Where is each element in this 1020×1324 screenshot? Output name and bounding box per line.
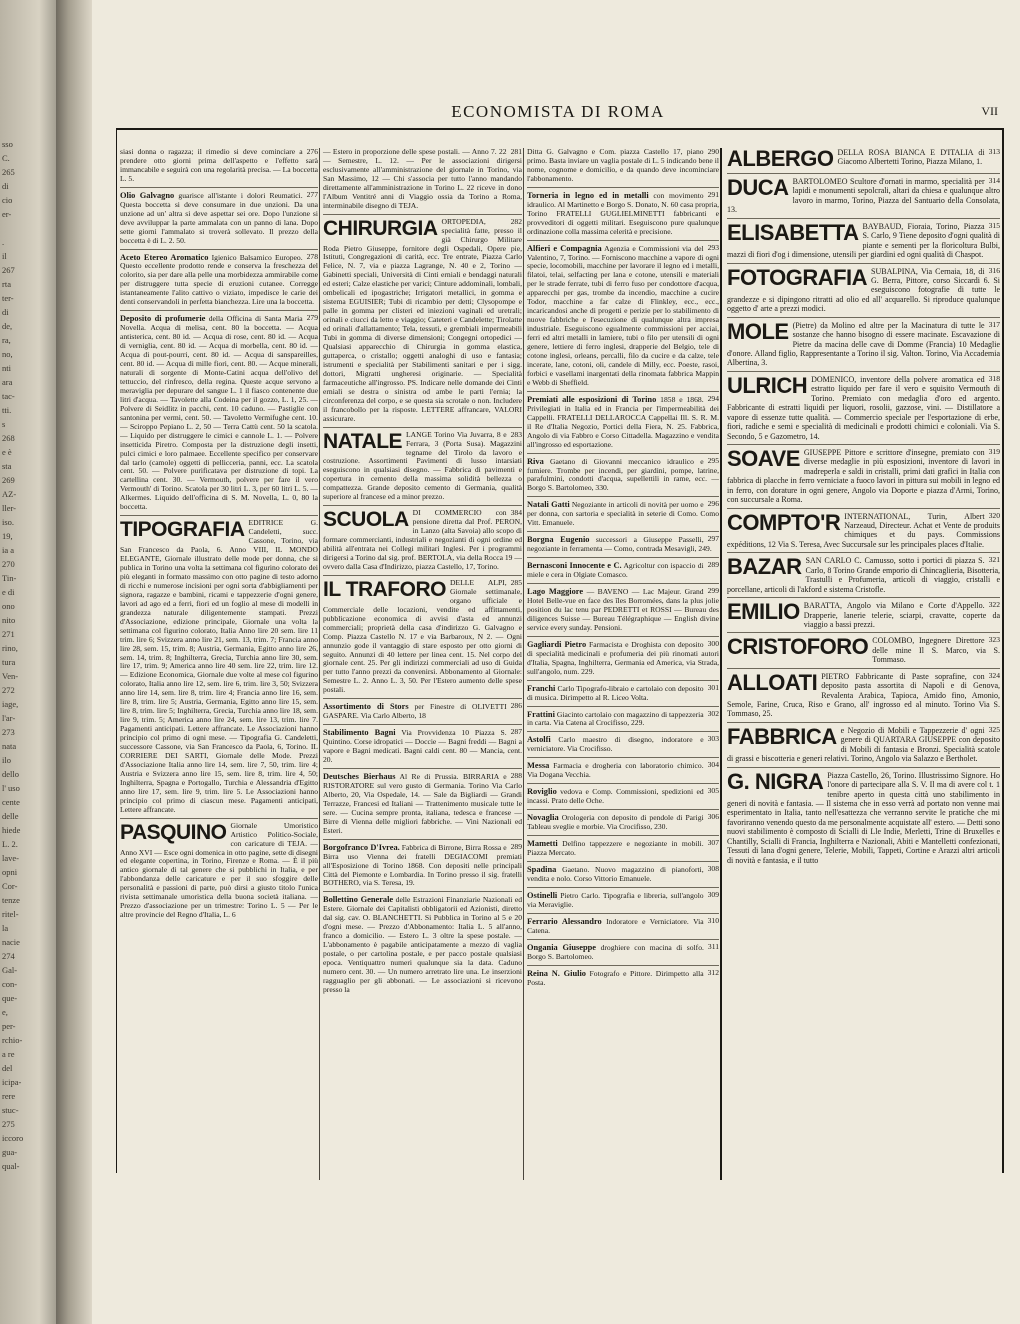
- ad-text: Carlo Tipografo-libraio e cartolaio con deposito di musica. Dirimpetto al R. Liceo Volta.: [527, 683, 704, 702]
- ad-number: 300: [707, 638, 719, 648]
- ad-number: 324: [988, 670, 1000, 680]
- ad-headline: NATALE: [323, 429, 403, 453]
- ad-name: Gagliardi Pietro: [527, 639, 587, 649]
- ad-number: 287: [510, 727, 522, 737]
- margin-fragment: Ven-: [2, 671, 19, 681]
- advertisement: [120, 253, 318, 312]
- ad-name: Premiati alle esposizioni di Torino: [527, 394, 657, 404]
- ad-name: Messa: [527, 761, 550, 771]
- ad-number: 279: [306, 313, 318, 323]
- ad-headline: G. NIGRA: [727, 768, 824, 794]
- margin-fragment: iccoro: [2, 1133, 24, 1143]
- margin-fragment: 272: [2, 685, 15, 695]
- ad-number: 311: [707, 941, 719, 951]
- margin-fragment: con-: [2, 979, 18, 989]
- advertisement: [323, 148, 522, 215]
- margin-fragment: e è: [2, 447, 12, 457]
- ad-name: Franchi: [527, 683, 556, 693]
- margin-fragment: del: [2, 1063, 13, 1073]
- margin-fragment: sta: [2, 461, 12, 471]
- ad-text: della Officina di Santa Maria Novella. Acqua di melisa, cent. 80 la boccetta. — Acqua antisterica, cent. 80 id. — Acqua di rose, cent. 80 id. — Acqua di verniglia, cent. 80 id. — Acqua di morbella, cent. 80 id. — Acqua di pout-pourri, cent. 80 id. — Acqua di sanspareilles, cent. 80 id. — Acqua di mille fiori, cent. 80. — Acque minerali, naturali di sorgente di Monte-Catini acqua dell'olivo del tettuccio, del rinfresco, della regina. Queste acque servono a meraviglia per depurare del sangue L. 1 il fiasco contenente due litri d'acqua. — Tavolette alla Codeina per il gozzo, L. 1, 25. — Polvere di Seidlitz in pacchi, cent. 10 caduno. — Pastiglie con santonina per vermi, cent. 50. — Tavoletto Vermifughe cent. 10. — Sciroppo Pepiano L. 2, 50 — Terra Cattù cent. 50 la scatola. — Liquido per distruggere le cimici e cannole L. 1. — Polvere insetticida Piretro. Composta per la distruzione degli insetti, pulci cimici e loro palmaee. Eccellente specifico per conservare dal tarlo (camole) oggetti di pellicceria, panni, ecc. La scatola cent. 50. — Polvere purificatava per distruzione di topi. La cartellina cent. 30. — Vermouth, polvere per fare il vero Vermouth' di Torino. Scatola per 30 litri L. 3, per 60 litri L. 5. — Alkermes. Liquido dell'officina di S. M. Novella, L. 0, 80 la boccetta.: [120, 314, 318, 512]
- margin-fragment: 268: [2, 433, 15, 443]
- ad-text: Fabbrica di Birrone, Birra Rossa e Birra uso Vienna dei fratelli DEGIACOMI premiati all'Esposizione di Torino 1868. Con depositi nelle principali Città del Piemonte e Lombardia. In Torino presso il sig. fratelli BOTHERO, via S. Teresa, 19.: [323, 842, 522, 888]
- ad-text: Via Provvidenza 10 Piazza S. Quintino. Corse idropatici — Doccie — Bagni freddi — Bagni a vapore e Bagni medicati. Bagni caldi cent. 80 — Mancia, cent. 20.: [323, 728, 522, 765]
- advertisement: [527, 761, 719, 784]
- ad-text: ORTOPEDIA, specialità fatte, presso il già Chirurgo Militare Roda Pietro Giuseppe, fornitore degli Ospedali, Opere pie, Istituti, Congregazioni di carità, ecc. Tre entrate, Piazza Carlo Felice, N. 7, via e piazza Lagrange, N. 40 e 2, Torino — Gabinetti speciali, Università di Cinti erniali e bendaggi naturali ed esteri; Calze elastiche per varici; Cinture addominali, lombali, ombelicali ed ipogastriche; Irrigatori metallici, in gomma e sistema EGUISIER; Tubi di ricambio per detti; Clysopompe e palle in gomma per clisteri ed iniezioni vaginali ed uretrali; orinali e ciucci da letto e viaggio; Cateteri e Candelette; Tirolatte ed orinali d'allattamento; Tela, tessuti, e grembiali impermeabili Tubi in gomma di diverse dimensioni; Congegni ortopedici — Qualsiasi apparecchio di Chirurgia in gomma elastica, guttaperca, o cristallo; oggetti analoghi di uso e fantasia; istrumenti e specialità per Stabilimenti sanitari e per i sigg. dottori, Migratti ungheresi originarie. — Specialità farmaceutiche all'ingrosso. PS. Indicare nelle domande dei Cinti erniali se destra o sinistra od ambe le parti l'ernia; la circonferenza del corpo, e se questa sia scrotale o non. Includere il francobollo per la risposte. LETTERE affrancare, VALORI assicurare.: [323, 216, 522, 423]
- advertisement: [727, 264, 1000, 318]
- ad-text: Indoratore e Verniciatore. Via Catena.: [527, 916, 704, 935]
- ad-headline: MOLE: [727, 318, 789, 344]
- ad-number: 291: [707, 189, 719, 199]
- margin-fragment: rchio-: [2, 1035, 23, 1045]
- advertisement: [527, 891, 719, 914]
- ad-number: 314: [988, 176, 1000, 185]
- advertisement: [527, 787, 719, 810]
- ad-text: Pietro Carlo. Tipografia e libreria, sull'angolo via Meraviglie.: [527, 890, 704, 909]
- margin-fragment: ono: [2, 601, 15, 611]
- advertisement: [527, 244, 719, 392]
- ad-text: DOMENICO, inventore della polvere aromatica ed estratto liquido per fare il vero e squisito Vermouth di Torino. Premiato con medaglia d'oro ed argento. Fabbricante di estratti liquidi per liquori, rosolii, gazzose, vini. — Distillatore a vapore di essenze tutte qualità. — Commercio speciale per l'esportazione di erbe, fiori, radiche e semi e specialità di medicinali e prodotti chimici e coloniali. Via S. Secondo, 5 e Gazometro, 14.: [727, 374, 1000, 441]
- ad-headline: EMILIO: [727, 599, 800, 625]
- ad-number: 307: [707, 838, 719, 848]
- advertisement: [527, 561, 719, 584]
- margin-fragment: la: [2, 923, 9, 933]
- ad-text: Gaetano di Giovanni meccanico idraulico e fumiere. Trombe per incendi, per giardini, pompe, latrine, parafulmini, condotti d'acqua, supellettili in rame, ecc. — Borgo S. Bartolomeo, 330.: [527, 456, 719, 493]
- ad-name: Alfieri e Compagnia: [527, 243, 602, 253]
- ad-number: 277: [306, 189, 318, 199]
- advertisement: [120, 822, 318, 923]
- advertisement: [323, 728, 522, 769]
- ad-text: — Estero in proporzione delle spese postali. — Anno 7. 22 — Semestre, L. 12. — Per le associazioni dirigersi esclusivamente all'amministrazione del giornale in Torino, via San Massimo, 12 — Chi s'associa per tutto l'anno mandando direttamente all'amministrazione in Torino L. 22 riceve in dono l'Album Ventitré anni di Viaggio ossia da Torino a Roma, interminabile disegno di TEJA.: [323, 148, 522, 210]
- advertisement: [527, 148, 719, 188]
- ad-text: Agricoltur con ispaccio di miele e cera in Olgiate Comasco.: [527, 561, 704, 580]
- ad-number: 316: [988, 265, 1000, 275]
- advertisement: [727, 556, 1000, 598]
- ad-name: Borgofranco D'Ivrea.: [323, 842, 400, 852]
- advertisement: [527, 395, 719, 454]
- margin-fragment: ter-: [2, 293, 14, 303]
- ad-headline: ULRICH: [727, 372, 808, 398]
- ad-number: 320: [988, 510, 1000, 520]
- ad-name: Mametti: [527, 839, 558, 849]
- ad-name: Borgna Eugenio: [527, 535, 590, 545]
- advertisement: [527, 813, 719, 836]
- ad-name: Torneria in legno ed in metalli: [527, 190, 649, 200]
- margin-fragment: sso: [2, 139, 13, 149]
- advertisement: [527, 943, 719, 966]
- ad-text: BAYBAUD, Fioraia, Torino, Piazza S. Carlo, 9 Tiene deposito d'ogni qualità di piante e sementi per la floricoltura Bulbi, mazzi di fiori d'og i dimensione, utensili per giardini ed ogni qualità di Chaspot.: [727, 221, 1000, 260]
- ad-name: Reina N. Giulio: [527, 968, 586, 978]
- margin-fragment: di: [2, 181, 9, 191]
- margin-fragment: 269: [2, 475, 15, 485]
- ad-number: 296: [707, 499, 719, 509]
- margin-fragment: icipa-: [2, 1077, 22, 1087]
- column-4: [720, 148, 1000, 1180]
- margin-fragment: stuc-: [2, 1105, 19, 1115]
- ad-text: guarisce all'istante i dolori Reumatici. Questa boccetta si deve consumare in due unzioni. Da una unzione ad un' altra si deve aspettar sei ore. Dopo l'unzione si deve avviluppar la parte ammalata con un panno di lana. Dopo sette giorni l'ammalato si troverà sollevato. Il prezzo della boccetta è di L. 2. 50.: [120, 190, 318, 245]
- ad-headline: CRISTOFORO: [727, 634, 869, 660]
- ad-text: Farmacia e drogheria con laboratorio chimico. Via Dogana Vecchia.: [527, 761, 704, 780]
- margin-fragment: ra,: [2, 335, 11, 345]
- advertisement: [727, 445, 1000, 509]
- advertisement: [527, 191, 719, 241]
- advertisement: [527, 969, 719, 991]
- margin-fragment: lave-: [2, 853, 19, 863]
- margin-fragment: de,: [2, 321, 13, 331]
- ad-headline: ALLOATI: [727, 669, 818, 695]
- ad-number: 318: [988, 373, 1000, 383]
- margin-fragment: nti: [2, 363, 11, 373]
- margin-fragment: a re: [2, 1049, 15, 1059]
- margin-fragment: Tin-: [2, 573, 17, 583]
- ad-number: 312: [707, 967, 719, 977]
- ad-headline: FABBRICA: [727, 723, 837, 749]
- ad-headline: SCUOLA: [323, 508, 409, 532]
- advertisement: [527, 500, 719, 532]
- ad-headline: FOTOGRAFIA: [727, 264, 868, 290]
- ad-number: 290: [707, 148, 719, 156]
- ad-name: Ostinelli: [527, 890, 558, 900]
- ad-text: Igienico Balsamico Europeo. Questo eccellente prodotto rende e conserva la freschezza del colorito, sia per dare alla pelle una morbidezza ammirabile come per distruggere tutta specie di eruzioni cutanee. Corregge istantaneamente l'alito cattivo o viziato, impedisce le carie dei denti conservandoli in perfetta bianchezza. Lire una la boccetta.: [120, 252, 318, 307]
- ad-name: Novaglia: [527, 813, 559, 823]
- ad-text: LANGE Torino Via Juvarra, 8 e Ferrara, 3 (Porta Susa). Magazzini tegname del Tirolo da lavoro e costruzione. Assortimenti Pavimenti di lusso intarsiati eseguiscono in qualsiasi disegno. — Fabbrica di pavimenti e copertura in cemento della massima solidità bellezza o compattezza. Grande deposito cemento di Germania, qualità superiore al francese ed a minor prezzo.: [323, 429, 522, 502]
- ad-number: 317: [988, 319, 1000, 329]
- ad-name: Riva: [527, 456, 544, 466]
- ad-number: 278: [306, 251, 318, 261]
- margin-fragment: no,: [2, 349, 13, 359]
- ad-number: 281: [510, 148, 522, 156]
- ad-text: Giornale Umoristico Artistico Politico-Sociale, con caricature di TEJA. — Anno XVI — Esce ogni domenica in otto pagine, sette di disegni ed elegante copertina, in Torino, Firenze e Roma. — È il più antico giornale di tal genere che si pubblichi in Italia, e per l'abbondanza delle caricature e per il suo sfoggire delle personalità e passioni di parte, può dirsi a giusto titolo l'unica rivista settimanale umoristica della buona società italiana. — Prezzo d'associazione per un trimestre: Torino L. 5 — Per le altre provincie del Regno d'Italia, L. 6: [120, 820, 318, 920]
- ad-text: COLOMBO, Ingegnere Direttore delle mine Il S. Marco, via S. Tommaso.: [872, 636, 1000, 665]
- advertisement: [323, 895, 522, 997]
- margin-fragment: dello: [2, 769, 19, 779]
- ad-number: 304: [707, 760, 719, 770]
- ad-text: siasi donna o ragazza; il rimedio si deve cominciare a prendere otto giorni prima dell'aspetto e l'effetto sarà immancabile e seguirà con una regolarità precisa. — La boccetta L. 5.: [120, 148, 318, 183]
- ad-name: Bernasconi Innocente e C.: [527, 561, 622, 571]
- ad-name: Spadina: [527, 864, 557, 874]
- ad-number: 384: [510, 508, 522, 518]
- margin-fragment: rere: [2, 1091, 16, 1101]
- advertisement: [727, 318, 1000, 372]
- ad-text: DELLA ROSA BIANCA E D'ITALIA di Giacomo Albertetti Torino, Piazza Milano, 1.: [837, 148, 985, 167]
- ad-number: 306: [707, 812, 719, 822]
- margin-fragment: opni: [2, 867, 18, 877]
- advertisement: [120, 191, 318, 250]
- margin-fragment: tti.: [2, 405, 12, 415]
- ad-text: DELLE ALPI, Giornale settimanale, organo ufficiale e Commerciale delle locazioni, vendite ed affittamenti, pubblicazione economica di avvisi d'asta ed annunzi commerciali; proprietà della casa d'indirizzo G. Galvagno e Comp. Piazza Castello N. 17 e via Barbaroux, N 2. — Ogni annunzio gode il vantaggio di stare esposto per otto giorni di seguito. Annunzi di 40 lettere per linea cent. 15. Nel corpo del giornale cent. 25. Per gli indirizzi commerciali ad uso di Guida per tutto l'anno prezzi da convenirsi. Abbonamento al Giornale: Semestre L. 2. Anno L. 3, 50. Per l'Estero aumento delle spese postali.: [323, 577, 522, 695]
- ad-number: 308: [707, 863, 719, 873]
- ad-name: Assortimento di Stors: [323, 702, 409, 712]
- margin-fragment: AZ-: [2, 489, 17, 499]
- ad-number: 276: [306, 148, 318, 156]
- ad-number: 302: [707, 708, 719, 718]
- advertisement: [120, 148, 318, 188]
- ad-text: e Negozio di Mobili e Tappezzerie d' ogni genere di QUARTARA GIUSEPPE con deposito di Mobili di fantasia e Bronzi. Specialità scatole di grassi e biscotteria e generi relativi. Torino, Angolo via Salazzo e Bertholet.: [727, 725, 1000, 764]
- ad-text: INTERNATIONAL, Turin, Albert Narzeaud, Directeur. Achat et Vente de produits chimiques et du pays. Commissions expéditions, 12 Via S. Teresa, Avec Succursale sur les principales places d'Italie.: [727, 511, 1000, 549]
- book-gutter: [56, 0, 92, 1324]
- margin-fragment: hiede: [2, 825, 21, 835]
- column-1: [120, 148, 318, 1180]
- ad-number: 315: [988, 220, 1000, 230]
- margin-fragment: s: [2, 419, 6, 429]
- ad-number: 309: [707, 889, 719, 899]
- ad-text: con movimento idraulico. Al Martinetto e Borgo S. Donato, N. 60 casa propria, Torino FRATELLI GUGLIELMINETTI fabbricanti e provveditori di oggetti militari. Eseguiscono pure qualunque ordinazione colla massima celerità e precisione.: [527, 190, 719, 236]
- margin-fragment: iso.: [2, 517, 15, 527]
- column-3: [523, 148, 719, 1180]
- ad-text: GIUSEPPE Pittore e scrittore d'insegne, premiato con diverse medaglie in più esposizioni, inventore di lavori in madreperla e saldi in cristalli, primi dati grafici in Italia con fabbrica di placche in ferro verniciate a fuoco lavori in pittura sui mobili in legno ed in ferro, con dorature in ogni genere, Angolo via Doporte e piazza d'Armi, Torino, con succursale a Roma.: [727, 447, 1000, 505]
- ad-text: Negoziante in articoli di novità per uomo e per donna, con sartoria e specialità in seterie di Como. Como Vitt. Emanuele.: [527, 500, 719, 528]
- ad-number: 289: [510, 841, 522, 851]
- ad-text: successori a Giuseppe Passelli, negoziante in ferramenta — Como, contrada Mesavigli, 249.: [527, 535, 712, 554]
- ad-text: SUBALPINA, Via Cernaia, 18, di G. Berra, Pittore, corso Siccardi 6. Si eseguiscono fotografie di tutte le grandezze e si dipingono ritratti ad olio ed all' acquarello. Si riproduce qualunque oggetto d' arte a prezzi modici.: [727, 266, 1000, 314]
- ad-number: 310: [707, 915, 719, 925]
- ad-text: delle Estrazioni Finanziarie Nazionali ed Estere. Giornale dei Capitalisti obbligatorii ed Azionisti, diretto dal sig. cav. O. BLANCHETTI. Si Pubblica in Torino al 5 e 20 d'ogni mese. — Prezzo d'Abbonamento: Italia L. 5 all'anno, franco a domicilio. — Estero L. 3 oltre la spese postale. — L'abbonamento è pagabile anticipatamente a mezzo di vaglia postale, o per cartolina postale, e per pacco postale qualsiasi epoca. Ventiquattro numeri qualunque sia la data. Caduno numero cent. 30. — Un numero arretrato lire una. Le inserzioni ragguaglio per gli abbonati. — Le associazioni si ricevono presso la: [323, 895, 522, 994]
- margin-fragment: cio: [2, 195, 13, 205]
- ad-text: Ditta G. Galvagno e Com. piazza Castello 17, piano primo. Basta inviare un vaglia postale di L. 5 indicando bene il nome, cognome e domicilio, e da quando deve incominciare l'abbonamento.: [527, 148, 719, 183]
- margin-fragment: L. 2.: [2, 839, 18, 849]
- advertisement: [527, 457, 719, 498]
- margin-fragment: 274: [2, 951, 15, 961]
- ad-text: (Pietre) da Molino ed altre per la Macinatura di tutte le sostanze che hanno bisogno di essere macinate. Escavazione di Pietre da macina delle cave di Domme (Francia) 10 Medaglie d'onore. Alland figlio, Rappresentante a Torino il sig. Valton. Torino, Via Accademia Albertina, 3.: [727, 320, 1000, 368]
- ad-headline: DUCA: [727, 175, 789, 200]
- ad-text: Agenzia e Commissioni via del Valentino, 7, Torino. — Forniscono macchine a vapore di ogni specie, locomobili, macchine per lavorare il legno ed i metalli, filatoi, telai, selfacting per lana e cotone, utensili e materiali per le strade ferrate, tubi di ferro fuso per condottore d'acqua, apparecchi per gas, trombe da incendio, macchine a cucire Todor, macchine a far calze di Flinkley, ecc., ecc., incaricandosi anche di progetti e perizie per lo stabilimento di nuove fabbriche e l'esecuzione di qualunque altra impresa industriale. Eseguiscono egualmente commissioni per acciai, ferri ed altri metalli in lamiere, tubi o filo per utensili di ogni genere, lettiere di ferro inglesi, drapperie del Belgio, tele di cotone inglesi, orleans, percalli, filo da cucire e da calze, tele incerate, lane, cotoni, oli, candele di Milly, ecc. Poeste, rasoi, forbici e vasellami inargentati della rinomata fabbrica Mappin e Webb di Sheffield.: [527, 243, 719, 387]
- margin-fragment: e di: [2, 587, 15, 597]
- ad-text: BARATTA, Angolo via Milano e Corte d'Appello. Drapperie, lanerie telerie, sciarpi, cravatte, coperte da viaggio a bassi prezzi.: [803, 601, 1000, 629]
- margin-fragment: rino,: [2, 643, 18, 653]
- advertisement: [527, 917, 719, 940]
- ad-text: Orologeria con deposito di pendole di Parigi Tableau sveglie e morbie. Via Crocifisso, 230.: [527, 813, 704, 832]
- page-number: VII: [981, 104, 998, 118]
- ad-number: 285: [510, 577, 522, 587]
- ad-number: 288: [510, 771, 522, 780]
- ad-name: Astolfi: [527, 735, 551, 745]
- margin-fragment: 265: [2, 167, 15, 177]
- margin-fragment: C.: [2, 153, 10, 163]
- ad-number: 293: [707, 242, 719, 252]
- advertisement: [527, 865, 719, 888]
- margin-fragment: qual-: [2, 1161, 20, 1171]
- margin-fragment: 19,: [2, 531, 13, 541]
- ad-number: 294: [707, 393, 719, 403]
- ad-name: Deposito di profumerie: [120, 314, 206, 324]
- margin-fragment: 275: [2, 1119, 15, 1129]
- ad-text: Delfino tappezzere e negoziante in mobili. Piazza Mercato.: [527, 839, 704, 857]
- advertisement: [323, 702, 522, 725]
- margin-fragment: l'ar-: [2, 713, 16, 723]
- advertisement: [527, 710, 719, 733]
- advertisement: [527, 684, 719, 707]
- margin-fragment: tura: [2, 657, 16, 667]
- margin-fragment: que-: [2, 993, 18, 1003]
- ad-text: Carlo maestro di disegno, indoratore e verniciatore. Via Crocifisso.: [527, 735, 704, 754]
- margin-fragment: ia a: [2, 545, 15, 555]
- ad-text: DI COMMERCIO con pensione diretta dal Prof. PERON, in Lanzo (alta Savoia) allo scopo di formare commercianti, industriali e negozianti di ogni ordine ed abilità all'entrata nei Collegi militari Inglesi. Per i programmi dirigersi a Torino dal sig. prof. BERTOLA, via della Rocca 19 — ovvero dalla Casa d'Indirizzo, piazza Castello, 17, Torino.: [323, 508, 522, 571]
- page-title: ECONOMISTA DI ROMA: [451, 102, 665, 121]
- advertisement: [727, 723, 1000, 768]
- margin-fragment: nacie: [2, 937, 20, 947]
- ad-text: — BAVENO — Lac Majeur. Grand Hotel Belle-vue en face des îles Borromées, dans la plus jolie position du lac tenu par PEDRETTI et ROSSI — Bureau des diligences Suisse — Bureau Télégraphique — English divine service every sunday. Pensioni.: [527, 587, 719, 632]
- ad-text: vedova e Comp. Commissioni, spedizioni ed incassi. Prato delle Oche.: [527, 787, 704, 806]
- margin-fragment: cente: [2, 797, 20, 807]
- ad-headline: ALBERGO: [727, 148, 834, 171]
- ad-number: 295: [707, 455, 719, 465]
- ad-text: EDITRICE G. Candeletti, succ. Cassone, Torino, via San Francesco da Paola, 6. Anno VIII, IL MONDO ELEGANTE, Giornale illustrato delle mode per donna, che si publica in Torino una volta la settimana col figurino colorato dei più eleganti in formato massimo con otto pagine di testo adorno di ricchi e numerose incisioni per ogni sorta d'abbigliamenti per signora, ragazze e bambini, ricami e tappezzerie d'ogni genere, lavori ad ago ed a ferri, fiori ed un foglio al mese di modelli in grandezza naturale diligentemente stampati. Prezzi d'Associazione, edizione principale, Giornale una volta la settimana col figurino colorato, Italia Anno lire 20 sem. lire 11 trim. lire 6; Svizzera anno lire 21, sem. 13, trim. 7; Francia anno lire 28, sem. 15, trim. 8; Austria, Germania, Egitto anno lire 26, sem. 14, trim. 8; Inghilterra, Grecia, Turchia anno lire 30, sem. lire 17, trim. 9; America anno lire 40 sem. lire 22, trim. lire 12. — Edizione Economica, Giornale due volte al mese col figurino colorato, Italia anno lire 12, sem. lire 6, trim. lire 3, 50; Svizzera anno lire 14, sem. lire 8, trim. lire 4; Francia anno lire 16, sem. lire 8, trim. lire 5; Austria, Germania, Egitto anno lire 15, sem. lire 8, trim. lire 5; Inghilterra, Grecia, Turchia anno lire 18, sem. lire 9, trim. 5; America anno lire 24, sem. lire 13, trim. lire 7. Pagamenti anticipati. Lettere affrancate. Le Associazioni hanno principio col primo di ogni mese. — Tipografia G. Candeletti, successore Cassone, via San Francesco da Paola, 6, Torino. IL CORRIERE DEI SARTI, Giornale delle Mode. Prezzi d'Associazione Italia anno lire 14, sem. lire 7, 50, trim. lire 4; Austria e Svizzera anno lire 15, sem. lire 8, trim. lire 4, 50; Inghilterra, Spagna e Portogallo, Turchia e Alessandria d'Egitto anno lire 17, sem. lire 9, trim. lire 5. Le Associazioni hanno principio col primo di ciascun mese. Pagamenti anticipati, Lettere affrancate.: [120, 518, 318, 814]
- margin-fragment: ara: [2, 377, 13, 387]
- margin-fragment: Cor-: [2, 881, 18, 891]
- ad-number: 283: [510, 429, 522, 439]
- advertisement: [323, 843, 522, 893]
- margin-fragment: di: [2, 307, 9, 317]
- ad-name: Bollettino Generale: [323, 895, 394, 905]
- column-2: [319, 148, 522, 1180]
- ad-name: Natali Gatti: [527, 500, 570, 510]
- margin-fragment: 271: [2, 629, 15, 639]
- margin-fragment: nito: [2, 615, 16, 625]
- ad-number: 305: [707, 786, 719, 796]
- ad-headline: TIPOGRAFIA: [120, 518, 245, 542]
- ad-number: 323: [988, 635, 1000, 645]
- ad-name: Ferrario Alessandro: [527, 916, 602, 926]
- advertisement: [727, 372, 1000, 445]
- advertisement: [727, 636, 1000, 668]
- margin-fragment: Gal-: [2, 965, 18, 975]
- margin-fragment: rta: [2, 279, 11, 289]
- advertisement: [527, 839, 719, 862]
- ad-name: Ongania Giuseppe: [527, 942, 597, 952]
- advertisement: [727, 219, 1000, 264]
- ad-text: BARTOLOMEO Scultore d'ornati in marmo, specialità per lapidi e monumenti sepolcrali, altari da chiesa e qualunque altro lavoro in marmo, Torino, Piazza del Santuario della Consolata, 13.: [727, 177, 1000, 215]
- margin-fragment: 270: [2, 559, 15, 569]
- margin-fragment: 267: [2, 265, 15, 275]
- ad-number: 313: [988, 148, 1000, 156]
- advertisement: [323, 579, 522, 699]
- margin-fragment: er-: [2, 209, 12, 219]
- ad-headline: CHIRURGIA: [323, 216, 438, 240]
- ad-text: per Finestre di OLIVETTI GASPARE. Via Carlo Alberto, 18: [323, 702, 507, 721]
- margin-fragment: ritel-: [2, 909, 19, 919]
- ad-name: Olio Galvagno: [120, 190, 175, 200]
- margin-fragment: 273: [2, 727, 15, 737]
- ad-text: 1858 e 1868. Privilegiati in Italia ed in Francia per l'impermeabilità dei Cappelli. FRATELLI DELLAROCCA Cappellai Ill. S. R. M. il Re d'Italia Negozio, Portici della Fiera, N. 25. Fabbrica, Angolo di via Fabbro e Corso Cittadella. Magazzino e vendita all'ingrosso ed esportazione.: [527, 394, 719, 449]
- margin-fragment: e,: [2, 1007, 8, 1017]
- advertisement: [727, 601, 1000, 633]
- ad-headline: SOAVE: [727, 445, 800, 471]
- ad-text: droghiere con macina di solfo. Borgo S. Bartolomeo.: [527, 942, 704, 961]
- ad-number: 286: [510, 701, 522, 711]
- ad-number: 322: [988, 600, 1000, 610]
- margin-fragment: gua-: [2, 1147, 18, 1157]
- advertisement: [527, 735, 719, 758]
- ad-number: 297: [707, 534, 719, 544]
- ad-text: Giacinto cartolaio con magazzino di tappezzeria in carta. Via Catena al Crocifisso, 229.: [527, 709, 704, 728]
- ad-headline: BAZAR: [727, 554, 802, 580]
- advertisement: [727, 509, 1000, 554]
- ad-text: PIETRO Fabbricante di Paste soprafine, con deposito pasta assortita di Napoli e di Genova, Revalenta Arabica, Tapioca, Amido fino, Amonio, Semole, Farine, Cruca, Riso e Grano, all' ingrosso ed al minuto. Torino Via S. Tommaso, 25.: [727, 671, 1000, 719]
- advertisement: [323, 218, 522, 428]
- ad-headline: ELISABETTA: [727, 219, 859, 245]
- ad-number: 303: [707, 734, 719, 744]
- ad-number: 321: [988, 555, 1000, 565]
- page-header: [112, 100, 1004, 128]
- ad-headline: COMPTO'R: [727, 509, 841, 535]
- margin-fragment: tenze: [2, 895, 20, 905]
- margin-fragment: ller-: [2, 503, 16, 513]
- advertisement: [727, 148, 1000, 174]
- ad-number: 319: [988, 446, 1000, 456]
- ad-text: Al Re di Prussia. BIRRARIA e RISTORATORE sul vero gusto di Germania. Torino Via Carlo Alberto, 20, Via Ospedale, 14. — Sale da Bigliardi — Grandi Terrazze, Francesi ed Italiani — Trattenimento musicale tutte le sere. — Cucina sempre pronta, italiana, tedesca e francese — Birre di Vienna delle migliori fabbriche. — Vini Nazionali ed Esteri.: [323, 772, 522, 835]
- advertisement: [323, 509, 522, 576]
- margin-fragment: per-: [2, 1021, 16, 1031]
- margin-fragment: l' uso: [2, 783, 20, 793]
- advertisement: [323, 431, 522, 507]
- margin-fragment: nata: [2, 741, 17, 751]
- advertisement: [727, 669, 1000, 723]
- margin-fragment: tac-: [2, 391, 15, 401]
- ad-headline: PASQUINO: [120, 820, 227, 844]
- advertisement: [323, 772, 522, 840]
- ad-number: 282: [510, 216, 522, 226]
- advertisement: [527, 640, 719, 681]
- advertisement: [527, 587, 719, 637]
- ad-name: Roviglio: [527, 787, 557, 797]
- ad-number: 299: [707, 586, 719, 596]
- advertisement: [527, 535, 719, 558]
- margin-fragment: delle: [2, 811, 19, 821]
- margin-fragment: ilo: [2, 755, 11, 765]
- advertisement: [727, 768, 1000, 868]
- advertisement: [120, 314, 318, 516]
- ad-text: Gaetano. Nuovo magazzino di pianoforti, vendita e nolo. Corso Vittorio Emanuele.: [527, 864, 704, 883]
- ad-name: Stabilimento Bagni: [323, 728, 396, 738]
- advertisement: [727, 177, 1000, 219]
- ad-name: Lago Maggiore: [527, 587, 584, 597]
- ad-text: Farmacista e Droghista con deposito di specialità medicinali e profumeria dei più rinomati autori d'Italia, Spagna, Inghilterra, Germania ed America, via Strada, sull'angolo, num. 229.: [527, 639, 719, 676]
- advertisement: [120, 519, 318, 818]
- ad-name: Aceto Etereo Aromatico: [120, 252, 209, 262]
- ad-text: Piazza Castello, 26, Torino. Illustrissimo Signore. Ho l'onore di partecipare alla S. V. Il ma di avere col t. 1 tenibre aperto in questa città uno stabilimento in generi di novità e fantasia. — Il sistema che in esso verrà ad portato non venne mai esperimentato in Italia, tanto nell'esattezza che verranno servite le pratiche che mi favoriranno venendo questo da me personalmente acquistate all' estero. — Detti sono nuovi stabilimento è composto di Scialli di Lle Indie, Merletti, Trine di Bruxelles e Chantilly, Scialli di Francia, Inghilterra e Nazionali, Abiti e Mantelletti confezionati, Tessuti di lana d'ogni genere, Telerie, Mobili, Tappeti, Cortine e Arazzi altri articoli di novità e fantasia, e il tutto: [727, 770, 1000, 865]
- margin-fragment: iage,: [2, 699, 19, 709]
- ad-headline: IL TRAFORO: [323, 577, 446, 601]
- ad-text: Fotografo e Pittore. Dirimpetto alla Posta.: [527, 968, 704, 987]
- ad-text: SAN CARLO C. Camusso, sotto i portici di piazza S. Carlo, 8 Torino Grande emporio di Chincaglieria, Bisotteria, Trastulli e Profumeria, articoli di viaggio, cristalli e porcellane, articoli di l'akford e sistema Cristofle.: [727, 556, 1000, 594]
- ad-number: 301: [707, 682, 719, 692]
- ad-number: 325: [988, 724, 1000, 734]
- newspaper-page: [92, 0, 1020, 1324]
- ad-name: Deutsches Bierhaus: [323, 772, 396, 781]
- ad-number: 289: [707, 560, 719, 570]
- ad-name: Frattini: [527, 709, 555, 719]
- margin-fragment: .: [2, 237, 5, 247]
- previous-page-margin: [0, 0, 56, 1324]
- margin-fragment: il: [2, 251, 7, 261]
